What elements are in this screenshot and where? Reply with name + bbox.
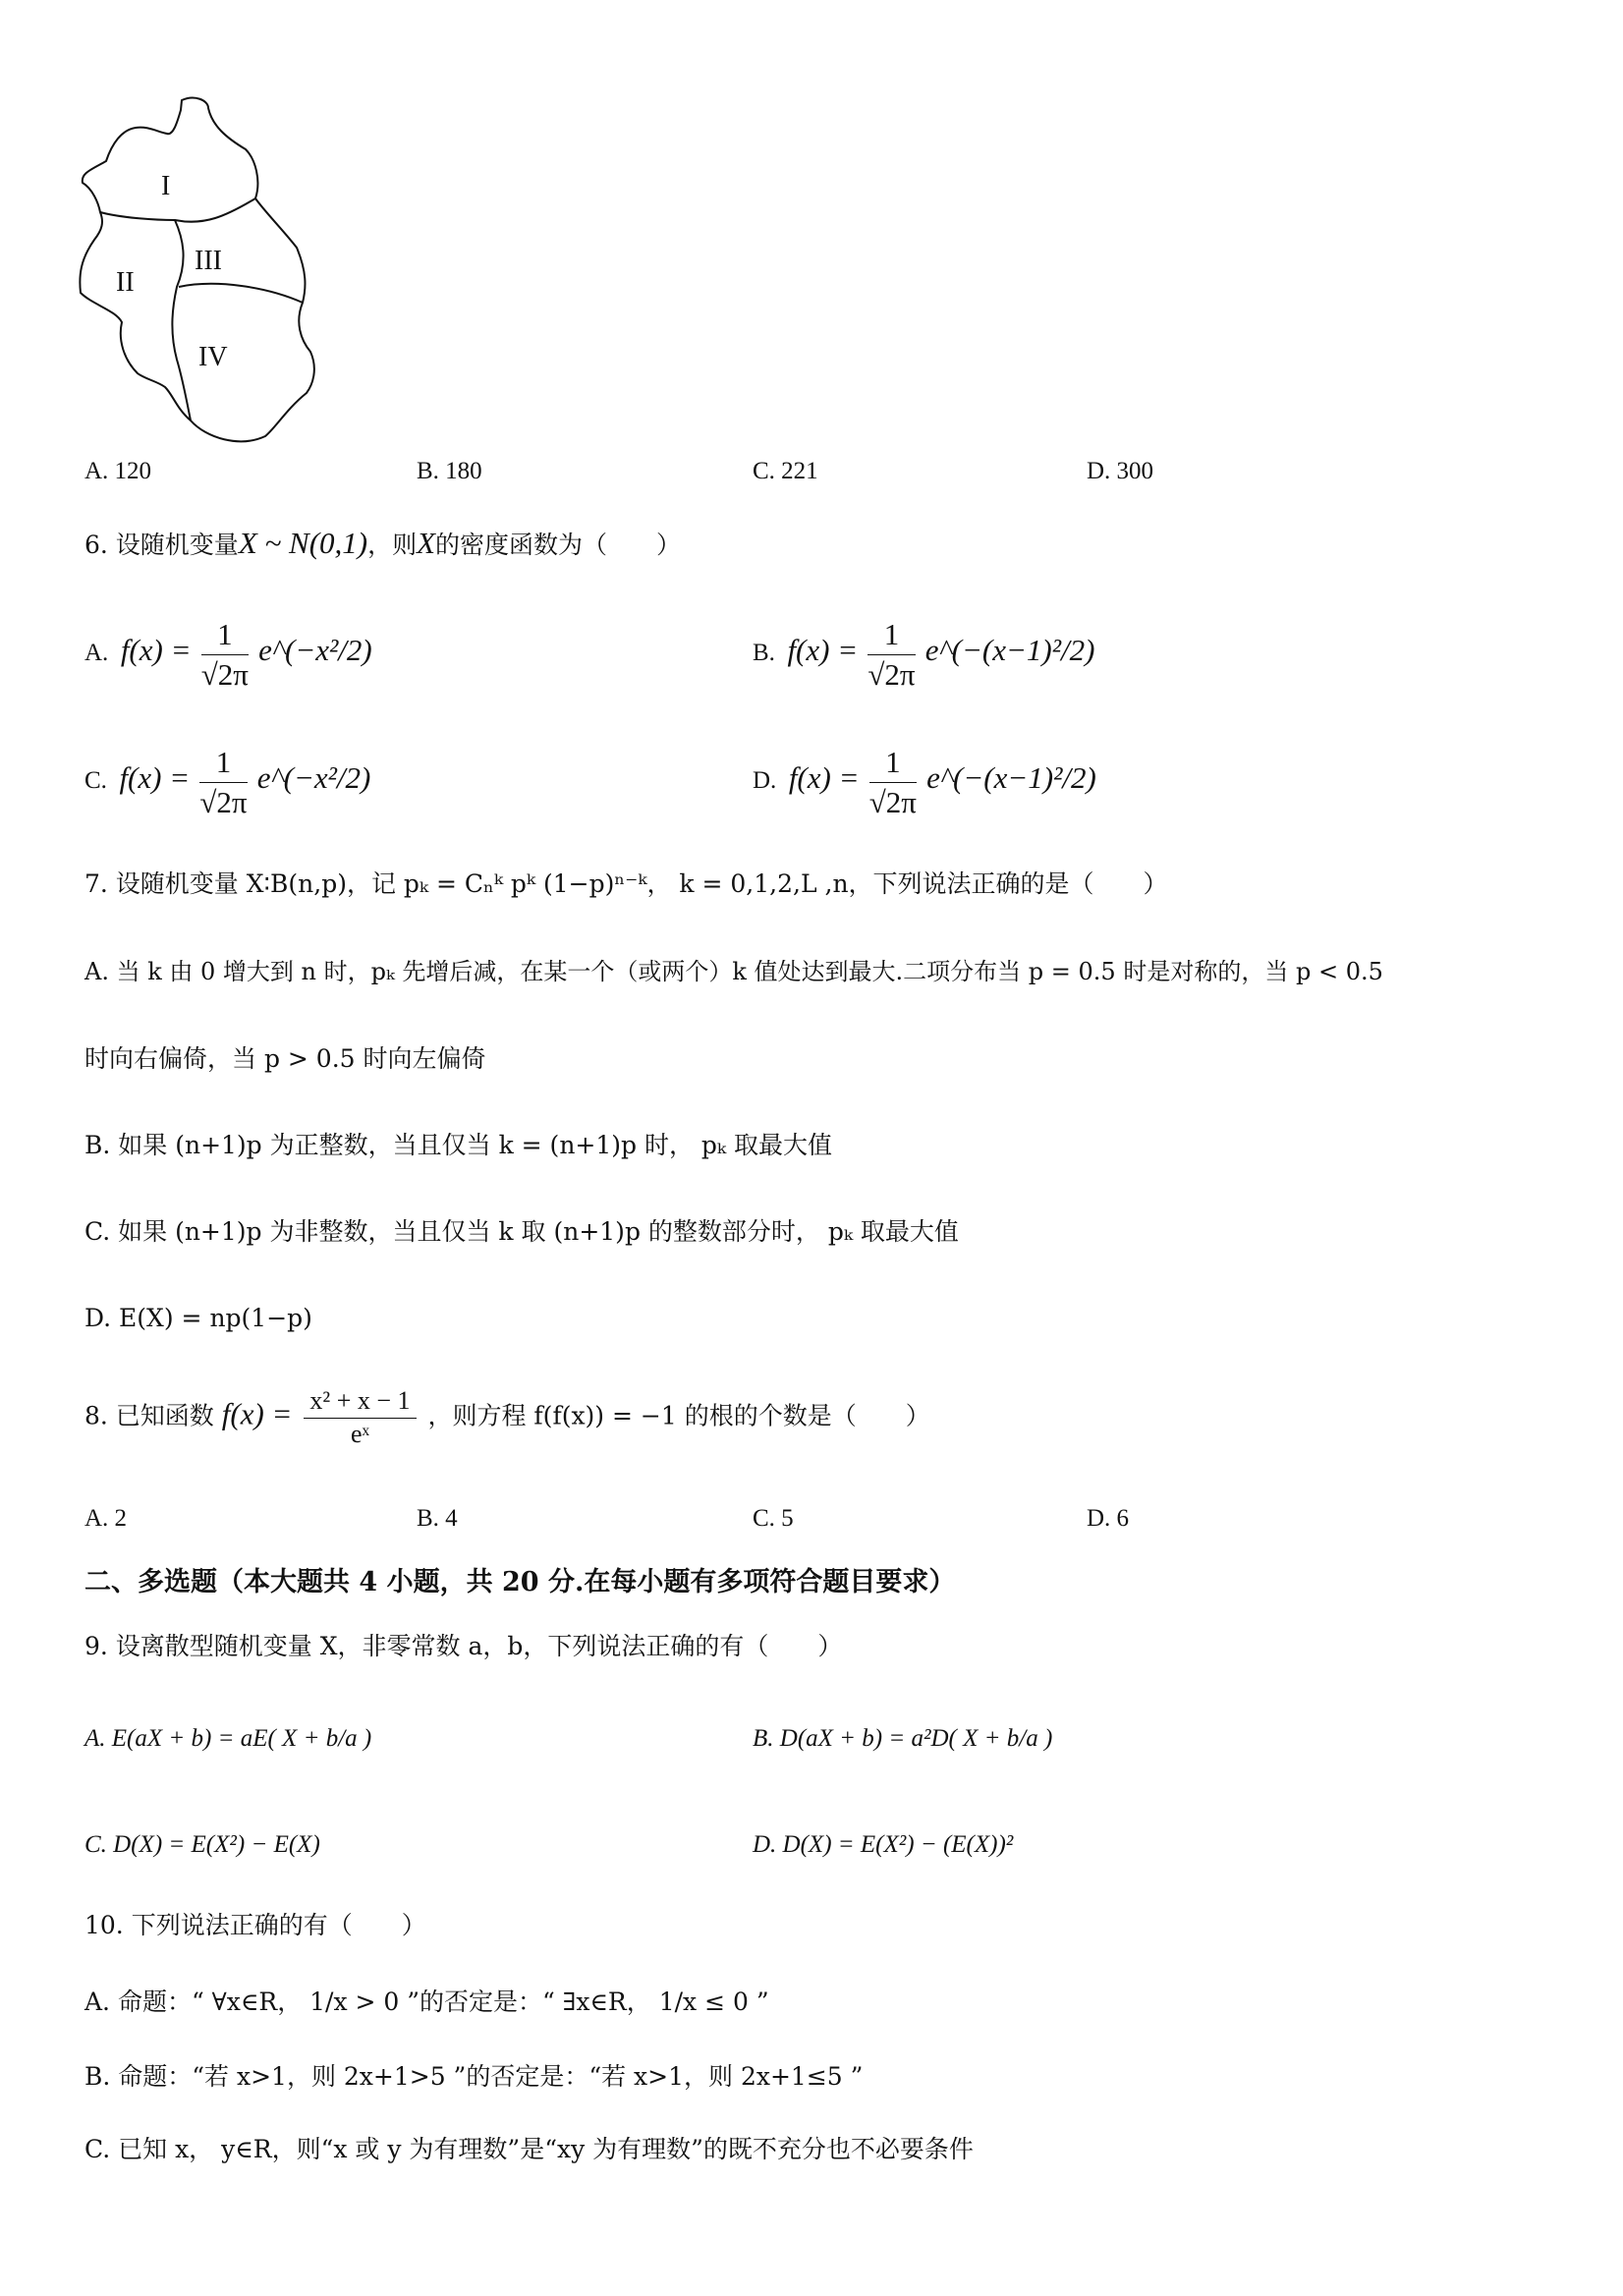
- q5-option-b: B. 180: [417, 458, 482, 484]
- region-label-iv: IV: [198, 342, 228, 372]
- q7-option-a-line2: 时向右偏倚，当 p > 0.5 时向左偏倚: [84, 1044, 486, 1073]
- q9-stem: 9. 设离散型随机变量 X，非零常数 a，b，下列说法正确的有（ ）: [84, 1632, 843, 1660]
- section-2-heading: 二、多选题（本大题共 4 小题，共 20 分.在每小题有多项符合题目要求）: [84, 1567, 956, 1597]
- region-map-figure: [79, 94, 344, 444]
- q6-option-d: D. f(x) = $\frac{1}{√2\pi}$ e^(−(x−1)²/2): [753, 745, 1096, 819]
- q6-option-c: C. f(x) = $\frac{1}{√2\pi}$ e^(−x²/2): [84, 745, 371, 819]
- border-iii-iv: [179, 284, 303, 303]
- region-label-ii: II: [116, 267, 135, 298]
- border-i-lower: [100, 198, 255, 222]
- border-ii-iii: [172, 220, 191, 420]
- q10-option-a: A. 命题：“ ∀x∈R， 1/x > 0 ”的否定是：“ ∃x∈R， 1/x ≤ 0 ”: [84, 1988, 769, 2016]
- q9-option-c: C. D(X) = E(X²) − E(X): [84, 1831, 320, 1858]
- q9-option-d: D. D(X) = E(X²) − (E(X))²: [753, 1831, 1014, 1858]
- q10-stem: 10. 下列说法正确的有（ ）: [84, 1911, 426, 1939]
- region-label-iii: III: [195, 246, 222, 276]
- q9-option-a: A. E(aX + b) = aE( X + b/a ): [84, 1725, 372, 1752]
- q7-option-c: C. 如果 (n+1)p 为非整数，当且仅当 k 取 (n+1)p 的整数部分时， pₖ 取最大值: [84, 1217, 959, 1246]
- q9-option-b: B. D(aX + b) = a²D( X + b/a ): [753, 1725, 1053, 1752]
- q5-option-d: D. 300: [1087, 458, 1154, 484]
- q6-option-b: B. f(x) = $\frac{1}{√2\pi}$ e^(−(x−1)²/2): [753, 617, 1095, 692]
- q8-option-b: B. 4: [417, 1505, 458, 1532]
- q7-stem: 7. 设随机变量 X∶B(n,p)，记 pₖ = Cₙᵏ pᵏ (1−p)ⁿ⁻ᵏ， k = 0,1,2,L ,n，下列说法正确的是（ ）: [84, 869, 1168, 898]
- q8-option-d: D. 6: [1087, 1505, 1130, 1532]
- q8-option-c: C. 5: [753, 1505, 794, 1532]
- q7-option-a-line1: A. 当 k 由 0 增大到 n 时，pₖ 先增后减，在某一个（或两个）k 值处达到最大.二项分布当 p = 0.5 时是对称的，当 p < 0.5: [84, 958, 1383, 985]
- q8-option-a: A. 2: [84, 1505, 128, 1532]
- q10-option-b: B. 命题：“若 x>1，则 2x+1>5 ”的否定是：“若 x>1，则 2x+1≤5 ”: [84, 2062, 864, 2091]
- q7-option-d: D. E(X) = np(1−p): [84, 1304, 312, 1332]
- q8-stem: 8. 已知函数 f(x) = $\frac{\text{x² + x − 1}}{\text{eˣ}}$ ，则方程 f(f(x)) = −1 的根的个数是（ ）: [84, 1386, 930, 1448]
- q6-option-a: A. f(x) = $\frac{1}{√2\pi}$ e^(−x²/2): [84, 617, 372, 692]
- q7-option-b: B. 如果 (n+1)p 为正整数，当且仅当 k = (n+1)p 时， pₖ 取最大值: [84, 1131, 832, 1159]
- q5-option-c: C. 221: [753, 458, 818, 484]
- region-label-i: I: [161, 171, 171, 201]
- q6-stem: 6. 设随机变量X ~ N(0,1)，则X的密度函数为（ ）: [84, 526, 682, 560]
- q5-option-a: A. 120: [84, 458, 152, 484]
- q10-option-c: C. 已知 x， y∈R，则“x 或 y 为有理数”是“xy 为有理数”的既不充分也不必要条件: [84, 2135, 974, 2163]
